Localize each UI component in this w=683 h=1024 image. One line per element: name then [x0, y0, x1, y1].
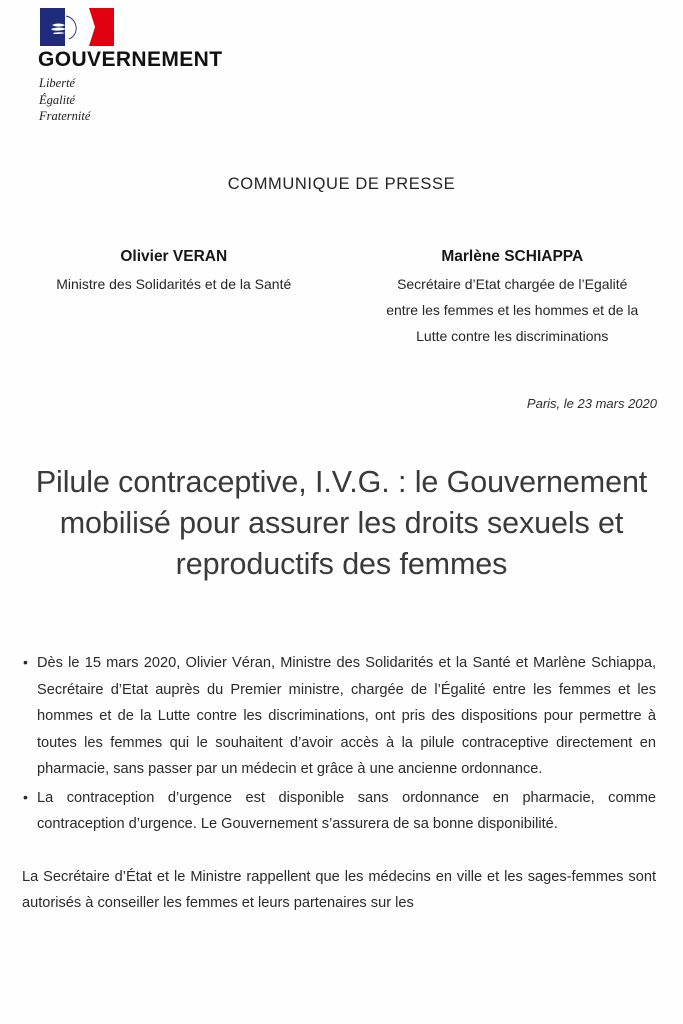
signatory-role-line: Secrétaire d’Etat chargée de l’Egalité: [397, 276, 628, 293]
list-item: • Dès le 15 mars 2020, Olivier Véran, Ministre des Solidarités et la Santé et Marlène Schiappa, Secrétaire d’Etat auprès du Premier ministre, chargée de l’Égalité entre les femmes et les hommes et de la Lutte contre les discriminations, ont pris des dispositions pour permettre à toutes les femmes qui le souhaitent d’avoir accès à la pilule contraceptive directement en pharmacie, sans passer par un médecin et grâce à une ancienne ordonnance.: [22, 650, 656, 783]
motto-fraternite: Fraternité: [39, 109, 91, 124]
french-flag-marianne-icon: [40, 8, 114, 46]
signatory-name: Olivier VERAN: [120, 248, 228, 265]
motto-liberte: Liberté: [39, 76, 76, 91]
government-logo: [38, 8, 278, 125]
page-title: [18, 462, 665, 586]
signatory-role: [350, 272, 676, 350]
closing-paragraph: La Secrétaire d’État et le Ministre rappellent que les médecins en ville et les sages-femmes sont autorisés à conseiller les femmes et leurs partenaires sur les: [22, 868, 656, 912]
signatory-role-line: Lutte contre les discriminations: [416, 328, 609, 345]
motto-egalite: Égalité: [39, 92, 76, 107]
signatory-role-line: entre les femmes et les hommes et de la: [386, 302, 639, 319]
wordmark-gouvernement: GOUVERNEMENT: [38, 48, 223, 71]
signatory-role: [14, 272, 334, 298]
signatory-left: [0, 245, 342, 298]
bullet-list: [22, 650, 656, 838]
dateline: Paris, le 23 mars 2020: [526, 396, 657, 411]
page-title-line: mobilisé pour assurer les droits sexuels et: [59, 506, 624, 541]
signatory-role-line: Ministre des Solidarités et de la Santé: [56, 276, 292, 293]
signatory-right: [342, 245, 683, 350]
body-content: [22, 650, 656, 932]
signatories-block: [0, 245, 683, 350]
republic-motto: [39, 75, 278, 125]
signatory-name: Marlène SCHIAPPA: [441, 248, 584, 265]
page-title-line: Pilule contraceptive, I.V.G. : le Gouvernement: [35, 465, 648, 499]
communique-heading: COMMUNIQUE DE PRESSE: [227, 175, 456, 193]
page-title-line: reproductifs des femmes: [175, 547, 508, 582]
list-item: • La contraception d’urgence est disponible sans ordonnance en pharmacie, comme contraception d’urgence. Le Gouvernement s’assurera de sa bonne disponibilité.: [22, 785, 656, 838]
